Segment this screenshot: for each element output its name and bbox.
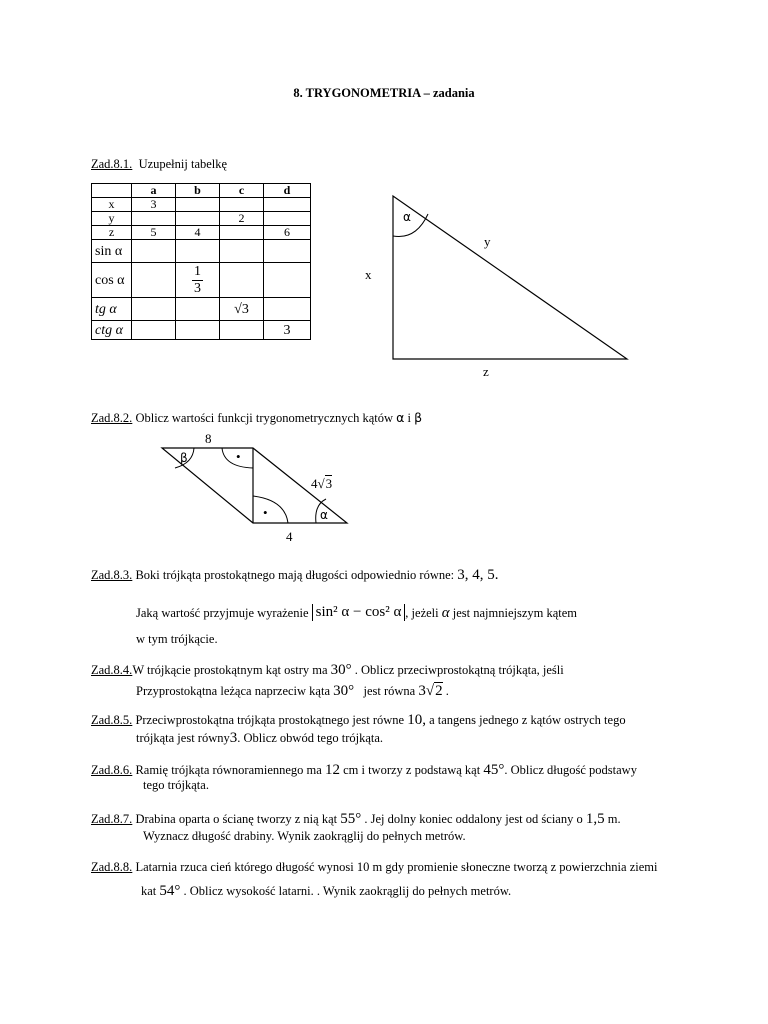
sqrt-sign: √	[317, 476, 325, 491]
task-text: a tangens jednego z kątów ostrych tego	[429, 713, 626, 727]
row-label: tg α	[92, 298, 132, 321]
task-8-8-line2	[141, 883, 511, 900]
parallelogram-top-label: 8	[205, 431, 212, 446]
table-cell: 2	[220, 212, 264, 226]
task-text: m.	[607, 812, 621, 826]
task-text: Przeciwprostokątna trójkąta prostokątnego jest równe	[135, 713, 405, 727]
task-text: jest najmniejszym kątem	[452, 606, 578, 620]
task-text: jest równa	[363, 684, 416, 698]
parallelogram-alpha-label: α	[320, 508, 328, 522]
task-8-7-line1	[91, 811, 621, 828]
table-cell: √3	[220, 298, 264, 321]
side-lengths: 3, 4, 5.	[457, 567, 499, 583]
row-label: sin α	[92, 240, 132, 263]
task-8-6-line2: tego trójkąta.	[143, 778, 209, 792]
right-angle-dot-top: •	[236, 449, 241, 464]
fraction-denominator: 3	[194, 280, 201, 296]
tangent-value: 3	[229, 730, 238, 746]
task-label: Zad.8.2.	[91, 411, 133, 425]
table-header-cell: d	[264, 184, 311, 198]
side-radicand: 3	[325, 476, 333, 491]
angle-value: 45°	[483, 762, 505, 778]
task-text: W trójkącie prostokątnym kąt ostry ma	[132, 663, 328, 677]
row-label: ctg α	[92, 321, 132, 340]
length-value: 3√2	[418, 683, 443, 699]
task-text: cm i tworzy z podstawą kąt	[343, 763, 481, 777]
angle-value: 55°	[340, 811, 362, 827]
radicand: 2	[435, 683, 443, 699]
task-8-4-line1	[91, 662, 564, 679]
row-label: cos α	[92, 263, 132, 298]
table-header-cell: c	[220, 184, 264, 198]
task-label: Zad.8.1.	[91, 157, 133, 171]
beta-symbol: β	[414, 410, 423, 425]
task-text: Drabina oparta o ścianę tworzy z nią kąt	[135, 812, 338, 826]
angle-value: 30°	[333, 683, 355, 699]
task-8-7-line2: Wyznacz długość drabiny. Wynik zaokrąglij do pełnych metrów.	[143, 829, 466, 843]
table-cell: 3	[264, 321, 311, 340]
right-triangle	[393, 196, 627, 359]
task-text: Latarnia rzuca cień którego długość wynosi 10 m gdy promienie słoneczne tworzą z powierzchnia ziemi	[135, 860, 658, 874]
conjunction: i	[407, 411, 411, 425]
expression-text: sin² α − cos² α	[315, 604, 402, 620]
task-text: . Oblicz wysokość latarni. . Wynik zaokrąglij do pełnych metrów.	[183, 884, 512, 898]
task-label: Zad.8.4.	[91, 663, 133, 677]
task-8-5-line1	[91, 712, 626, 729]
triangle-y-label: y	[484, 234, 491, 249]
task-label: Zad.8.8.	[91, 860, 133, 874]
task-text: Uzupełnij tabelkę	[138, 157, 228, 171]
row-label: y	[92, 212, 132, 226]
angle-value: 30°	[330, 662, 352, 678]
page-title: 8. TRYGONOMETRIA – zadania	[293, 86, 475, 100]
task-label: Zad.8.6.	[91, 763, 133, 777]
task-8-3-line1	[91, 567, 499, 584]
task-text: . Oblicz obwód tego trójkąta.	[237, 731, 384, 745]
triangle-z-label: z	[483, 364, 489, 379]
side-coef: 4	[311, 476, 318, 491]
task-label: Zad.8.3.	[91, 568, 133, 582]
table-header-cell: b	[176, 184, 220, 198]
task-text: Jaką wartość przyjmuje wyrażenie	[136, 606, 309, 620]
right-angle-dot-bottom: •	[263, 505, 268, 520]
period: .	[445, 684, 449, 698]
angle-value: 54°	[159, 883, 181, 899]
table-cell: 5	[132, 226, 176, 240]
parallelogram-beta-label: β	[180, 451, 188, 465]
arm-value: 12	[324, 762, 340, 778]
parallelogram-side-label	[311, 476, 332, 492]
task-8-3-line3: w tym trójkącie.	[136, 632, 218, 646]
table-cell: 3	[132, 198, 176, 212]
row-label: x	[92, 198, 132, 212]
right-angle-arc-bottom	[253, 496, 288, 523]
table-header-cell: a	[132, 184, 176, 198]
task-text: trójkąta jest równy	[136, 731, 230, 745]
expression	[312, 604, 406, 621]
task-text: Oblicz wartości funkcji trygonometrycznych kątów	[135, 411, 393, 425]
task-8-8-line1	[91, 860, 657, 875]
task-text: . Jej dolny koniec oddalony jest od ściany o	[364, 812, 583, 826]
alpha-symbol: α	[396, 410, 405, 425]
task-8-5-line2	[136, 730, 383, 747]
triangle-x-label: x	[365, 267, 372, 282]
distance-value: 1,5	[585, 811, 605, 827]
task-text: Ramię trójkąta równoramiennego ma	[135, 763, 322, 777]
task-text: Przyprostokątna leżąca naprzeciw kąta	[136, 684, 330, 698]
table-cell: 6	[264, 226, 311, 240]
task-label: Zad.8.7.	[91, 812, 133, 826]
task-text: . Oblicz długość podstawy	[504, 763, 637, 777]
task-text: Boki trójkąta prostokątnego mają długości odpowiednio równe:	[135, 568, 455, 582]
parallelogram-bottom-label: 4	[286, 529, 293, 544]
task-8-2-heading	[91, 410, 422, 426]
task-label: Zad.8.5.	[91, 713, 133, 727]
hypotenuse-value: 10,	[407, 712, 426, 728]
table-cell: 4	[176, 226, 220, 240]
triangle-alpha-label: α	[403, 210, 411, 224]
task-8-3-line2	[136, 605, 577, 622]
row-label: z	[92, 226, 132, 240]
task-text: . Oblicz przeciwprostokątną trójkąta, jeśli	[354, 663, 564, 677]
task-text: kat	[141, 884, 157, 898]
task-8-4-line2	[136, 683, 449, 700]
alpha-symbol: α	[441, 605, 450, 621]
coef: 3	[418, 683, 426, 699]
task-text: , jeżeli	[405, 606, 439, 620]
fraction-numerator: 1	[194, 263, 201, 279]
task-8-6-line1	[91, 762, 637, 779]
